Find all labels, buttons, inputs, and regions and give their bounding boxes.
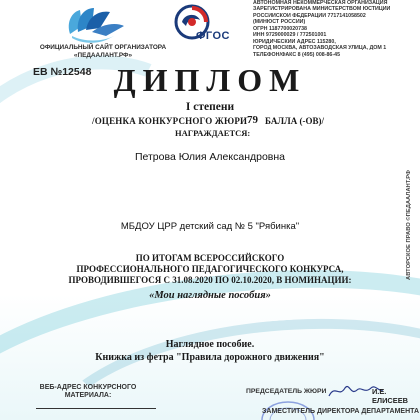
serial-number: ЕВ №12548	[33, 66, 92, 78]
recipient-name: Петрова Юлия Александровна	[134, 151, 286, 163]
organization-details	[253, 0, 420, 58]
side-copyright	[406, 120, 418, 330]
jury-chair-label: ПРЕДСЕДАТЕЛЬ ЖЮРИ	[246, 388, 327, 395]
score-unit: БАЛЛА (-ОВ)/	[265, 116, 324, 126]
org-info-line: РОССИЙСКОЙ ФЕДЕРАЦИИ 7717141058502	[253, 12, 366, 19]
nomination: «Мои наглядные пособия»	[149, 290, 271, 301]
results-line: ПО ИТОГАМ ВСЕРОССИЙСКОГО	[135, 253, 285, 263]
score-value: 79	[247, 114, 258, 126]
org-info-line: ТЕЛЕФОН/ФАКС 8 (495) 008-86-45	[253, 51, 341, 58]
diploma-title: ДИПЛОМ	[113, 62, 307, 98]
org-info-line: АВТОНОМНАЯ НЕКОММЕРЧЕСКАЯ ОРГАНИЗАЦИЯ	[253, 0, 388, 6]
pedtalant-hand-logo-icon	[62, 4, 134, 44]
results-line: ПРОВОДИВШЕГОСЯ С 31.08.2020 ПО 02.10.2020, В НОМИНАЦИИ:	[68, 274, 352, 285]
fgos-logo-text: ФГОС	[196, 30, 230, 42]
web-address-underline	[36, 408, 156, 409]
diploma-degree: I степени	[185, 101, 235, 113]
contest-results	[0, 253, 420, 286]
org-info-line: ОГРН 1187700020738	[253, 25, 307, 32]
org-info-line: ЮРИДИЧЕСКИЙ АДРЕС 115280,	[253, 38, 336, 45]
org-info-line: ИНН 9729000029 / 772501001	[253, 32, 327, 39]
org-info-line: (МИНЮСТ РОССИИ)	[253, 19, 306, 26]
org-info-line: ЗАРЕГИСТРИРОВАНА МИНИСТЕРСТВОМ ЮСТИЦИИ	[253, 6, 391, 13]
results-line: ПРОФЕССИОНАЛЬНОГО ПЕДАГОГИЧЕСКОГО КОНКУРСА,	[76, 263, 344, 274]
awarded-label: НАГРАЖДАЕТСЯ:	[175, 128, 251, 138]
score-prefix: /ОЦЕНКА КОНКУРСНОГО ЖЮРИ	[92, 116, 248, 126]
recipient-school: МБДОУ ЦРР детский сад № 5 "Рябинка"	[120, 221, 300, 232]
side-copyright-text: АВТОРСКОЕ ПРАВО ©ПЕДААЛАНТ.РФ	[406, 170, 412, 280]
org-info-line: ГОРОД МОСКВА, АВТОЗАВОДСКАЯ УЛИЦА, ДОМ 1	[253, 45, 387, 52]
work-type: Наглядное пособие.	[165, 339, 255, 350]
work-title: Книжка из фетра "Правила дорожного движения"	[95, 352, 325, 363]
jury-chair-name: И.Е. ЕЛИСЕЕВ	[372, 387, 408, 405]
organizer-site-caption: ОФИЦИАЛЬНЫЙ САЙТ ОРГАНИЗАТОРА «ПЕДААЛАНТ.РФ»	[39, 44, 167, 60]
web-address-label: ВЕБ-АДРЕС КОНКУРСНОГО МАТЕРИАЛА:	[39, 384, 137, 400]
deputy-director-label: ЗАМЕСТИТЕЛЬ ДИРЕКТОРА ДЕПАРТАМЕНТА	[262, 408, 420, 415]
